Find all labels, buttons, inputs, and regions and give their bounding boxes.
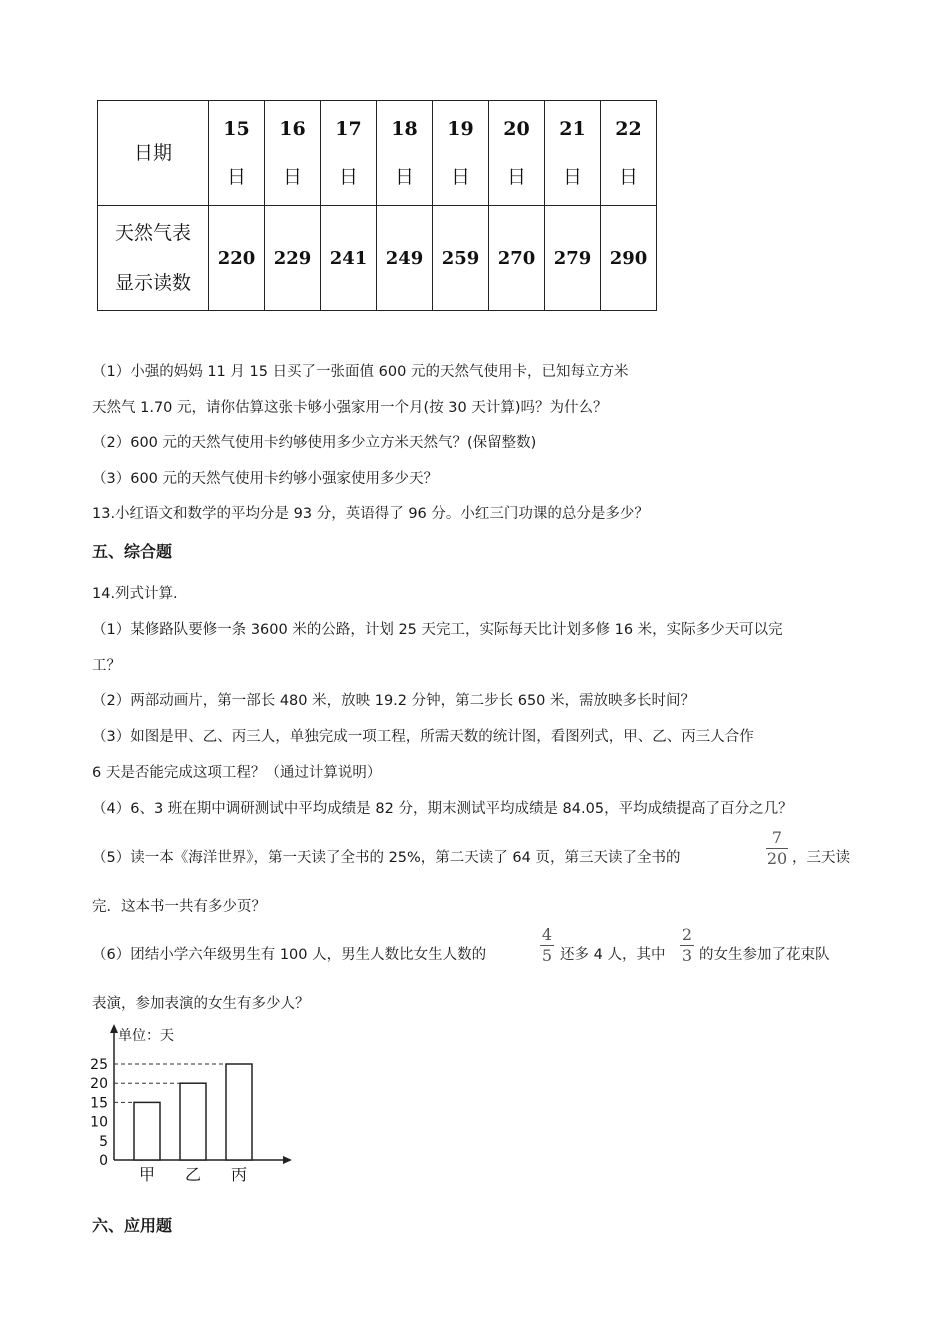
q14-part5-line2: 完．这本书一共有多少页？ <box>92 899 266 915</box>
y-tick-label: 10 <box>90 1114 108 1131</box>
fraction-denominator: 3 <box>681 946 693 965</box>
day-cell <box>433 101 489 206</box>
q14-part6-line2: 表演，参加表演的女生有多少人？ <box>92 996 310 1012</box>
category-label: 丙 <box>230 1165 248 1184</box>
q12-part2: （2）600 元的天然气使用卡约够使用多少立方米天然气？(保留整数) <box>92 435 537 451</box>
q14-part1-line1: （1）某修路队要修一条 3600 米的公路，计划 25 天完工，实际每天比计划多修 16 米，实际多少天可以完 <box>92 622 783 638</box>
day-unit: 日 <box>506 166 526 188</box>
day-cell <box>265 101 321 206</box>
section-five-heading: 五、综合题 <box>92 542 173 561</box>
q14-part3-line1: （3）如图是甲、乙、丙三人，单独完成一项工程，所需天数的统计图，看图列式，甲、乙、丙三人合作 <box>92 729 754 745</box>
y-tick-label: 5 <box>99 1133 108 1150</box>
q14-title: 14.列式计算. <box>92 586 178 602</box>
q14-part3-line2: 6 天是否能完成这项工程？（通过计算说明） <box>92 765 382 781</box>
day-unit: 日 <box>562 166 582 188</box>
fraction-numerator: 4 <box>541 925 553 944</box>
day-cell <box>601 101 657 206</box>
day-cell <box>209 101 265 206</box>
day-number: 22 <box>615 118 642 140</box>
q14-part6-line1b: 还多 4 人，其中 <box>560 947 666 963</box>
y-axis-arrow <box>110 1024 118 1033</box>
bar-丙 <box>226 1064 252 1160</box>
reading-value: 241 <box>321 206 377 311</box>
day-number: 15 <box>223 118 250 140</box>
q14-part4: （4）6、3 班在期中调研测试中平均成绩是 82 分，期末测试平均成绩是 84.05，平均成绩提高了百分之几？ <box>92 801 793 817</box>
day-unit: 日 <box>338 166 358 188</box>
fraction-numerator: 2 <box>681 925 693 944</box>
reading-value: 229 <box>265 206 321 311</box>
reading-value: 290 <box>601 206 657 311</box>
reading-header-cell <box>98 206 209 311</box>
gas-reading-table <box>97 100 657 311</box>
day-cell <box>545 101 601 206</box>
category-label: 乙 <box>184 1165 202 1184</box>
q14-part6-line1a: （6）团结小学六年级男生有 100 人，男生人数比女生人数的 <box>92 947 487 963</box>
q12-part1-line1: （1）小强的妈妈 11 月 15 日买了一张面值 600 元的天然气使用卡，已知每立方米 <box>92 364 629 380</box>
day-cell <box>321 101 377 206</box>
day-cell <box>489 101 545 206</box>
reading-header-line2: 显示读数 <box>114 272 191 294</box>
reading-value: 249 <box>377 206 433 311</box>
q12-part3: （3）600 元的天然气使用卡约够小强家使用多少天？ <box>92 471 439 487</box>
day-number: 21 <box>559 118 586 140</box>
category-label: 甲 <box>138 1165 156 1184</box>
q14-part1-line2: 工？ <box>92 658 121 674</box>
day-unit: 日 <box>394 166 414 188</box>
q13: 13.小红语文和数学的平均分是 93 分，英语得了 96 分。小红三门功课的总分是多少？ <box>92 506 649 522</box>
reading-value: 259 <box>433 206 489 311</box>
day-number: 19 <box>447 118 474 140</box>
days-bar-chart <box>88 1020 298 1190</box>
x-axis-arrow <box>283 1156 292 1164</box>
reading-value: 279 <box>545 206 601 311</box>
day-unit: 日 <box>282 166 302 188</box>
q14-part2: （2）两部动画片，第一部长 480 米，放映 19.2 分钟，第二步长 650 米，需放映多长时间？ <box>92 693 696 709</box>
reading-value: 220 <box>209 206 265 311</box>
day-unit: 日 <box>450 166 470 188</box>
reading-value: 270 <box>489 206 545 311</box>
y-tick-label: 15 <box>90 1095 108 1112</box>
day-cell <box>377 101 433 206</box>
reading-header-line1: 天然气表 <box>114 222 191 244</box>
fraction-7-20 <box>766 829 788 868</box>
q14-part5-line1b: ，三天读 <box>792 850 850 866</box>
fraction-4-5 <box>540 926 554 965</box>
date-header-cell <box>98 101 209 206</box>
day-number: 18 <box>391 118 418 140</box>
bar-甲 <box>134 1102 160 1160</box>
day-number: 17 <box>335 118 362 140</box>
y-tick-label: 25 <box>90 1057 108 1073</box>
fraction-2-3 <box>680 926 694 965</box>
bar-乙 <box>180 1083 206 1160</box>
y-tick-label: 0 <box>99 1153 108 1169</box>
fraction-numerator: 7 <box>771 828 783 847</box>
date-header-label: 日期 <box>133 142 172 164</box>
y-tick-label: 20 <box>90 1076 108 1093</box>
chart-title: 单位：天 <box>118 1028 174 1044</box>
day-unit: 日 <box>226 166 246 188</box>
q14-part6-line1c: 的女生参加了花束队 <box>699 947 830 963</box>
q12-part1-line2: 天然气 1.70 元，请你估算这张卡够小强家用一个月(按 30 天计算)吗？为什么？ <box>92 400 608 416</box>
day-number: 16 <box>279 118 306 140</box>
day-unit: 日 <box>618 166 638 188</box>
fraction-denominator: 20 <box>766 849 788 868</box>
day-number: 20 <box>503 118 530 140</box>
fraction-denominator: 5 <box>541 946 553 965</box>
q14-part5-line1a: （5）读一本《海洋世界》，第一天读了全书的 25%，第二天读了 64 页，第三天读了全书的 <box>92 850 681 866</box>
section-six-heading: 六、应用题 <box>92 1216 173 1235</box>
